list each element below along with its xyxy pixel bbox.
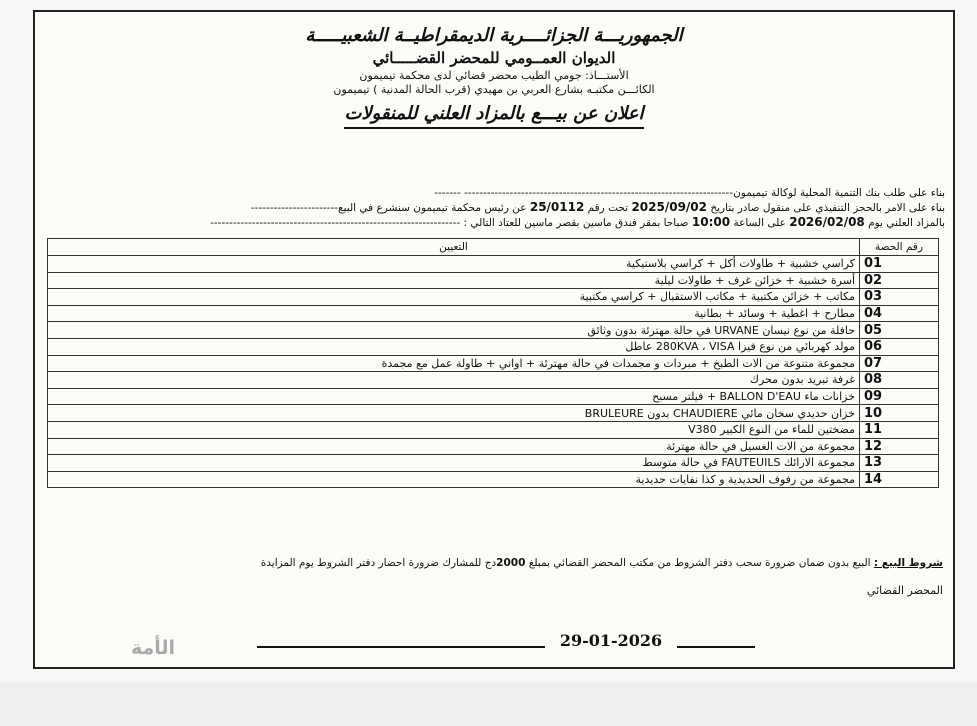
lot-description: مكاتب + خزائن مكتبية + مكاتب الاستقبال + كراسي مكتبية: [48, 289, 860, 306]
order-date: 2025/09/02: [631, 200, 707, 214]
lot-number: 07: [860, 355, 939, 372]
table-row: [48, 388, 939, 405]
signature: المحضر القضائي: [866, 584, 943, 597]
newspaper-logo: [113, 637, 193, 665]
table-row: [48, 372, 939, 389]
order-number: 25/0112: [529, 200, 585, 214]
table-row: [48, 322, 939, 339]
lot-description: مضختين للماء من النوع الكبير V380: [48, 421, 860, 438]
terms-text-b: دج للمشارك ضرورة احضار دفتر الشروط يوم المزايدة: [260, 557, 497, 569]
office-address: الكائـــن مكتبـه بشارع العربي بن مهيدي (قرب الحالة المدنية ) تيميمون: [333, 83, 655, 96]
lot-number: 09: [860, 388, 939, 405]
republic-title: الجمهوريـــة الجزائــــرية الديمقراطيــة الشعبيـــــة: [305, 25, 683, 46]
intro-line-2-b: تحت رقم: [584, 202, 632, 214]
intro-line-2-a: بناء على الامر بالحجز التنفيذي على منقول صادر بتاريخ: [707, 202, 945, 214]
table-row: [48, 272, 939, 289]
intro-line-2: [43, 200, 945, 215]
intro-line-3: [43, 215, 945, 230]
lot-number: 03: [860, 289, 939, 306]
table-row: [48, 471, 939, 488]
intro-line-2-c: عن رئيس محكمة تيميمون سنشرع في البيع-----------------------: [250, 202, 530, 214]
lot-description: أسرة خشبية + خزائن غرف + طاولات ليلية: [48, 272, 860, 289]
header-description: التعيين: [48, 239, 860, 256]
intro-line-3-c: صباحا بمقر فندق ماسين بقصر ماسين للعتاد التالي : ------------------------------------------------------------------: [210, 217, 692, 229]
table-row: [48, 438, 939, 455]
lot-number: 06: [860, 338, 939, 355]
bailiff-name: الأستـــاذ: جومي الطيب محضر قضائي لدى محكمة تيميمون: [359, 69, 629, 82]
announcement-frame: [33, 10, 955, 669]
lot-description: مجموعة الارائك FAUTEUILS في حالة متوسط: [48, 455, 860, 472]
lot-number: 13: [860, 455, 939, 472]
intro-line-3-b: على الساعة: [730, 217, 790, 229]
header-lot-number: رقم الحصة: [860, 239, 939, 256]
lot-description: مجموعة من رفوف الحديدية و كذا نفايات حديدية: [48, 471, 860, 488]
lot-description: كراسي خشبية + طاولات أكل + كراسي بلاستيكية: [48, 256, 860, 273]
lot-number: 02: [860, 272, 939, 289]
sale-terms: [45, 556, 943, 571]
terms-text-a: البيع بدون ضمان ضرورة سحب دفتر الشروط من مكتب المحضر القضائي بمبلغ: [525, 557, 874, 569]
lot-description: خزانات ماء BALLON D'EAU + فيلتر مسبح: [48, 388, 860, 405]
lot-description: مولد كهربائي من نوع فيزا 280KVA ، VISA عاطل: [48, 338, 860, 355]
lot-description: مجموعة من الات الغسيل في حالة مهترئة: [48, 438, 860, 455]
table-row: [48, 421, 939, 438]
announcement-title: اعلان عن بيـــع بالمزاد العلني للمنقولات: [344, 101, 643, 129]
publication-date: 29-01-2026: [545, 631, 677, 650]
date-line: [257, 646, 755, 648]
lots-body: [48, 256, 939, 488]
auction-time: 10:00: [691, 215, 731, 229]
lot-number: 04: [860, 305, 939, 322]
lot-description: مجموعة متنوعة من الات الطبخ + مبردات و مجمدات في حالة مهترئة + اواني + طاولة عمل مع مجمدة: [48, 355, 860, 372]
auction-date: 2026/02/08: [789, 215, 865, 229]
table-row: [48, 405, 939, 422]
table-header-row: [48, 239, 939, 256]
lots-table: [47, 238, 939, 488]
intro-text: [43, 186, 945, 230]
lot-number: 11: [860, 421, 939, 438]
table-row: [48, 455, 939, 472]
header: [35, 24, 953, 129]
lot-description: حافلة من نوع نيسان URVANE في حالة مهترئة بدون وثائق: [48, 322, 860, 339]
table-row: [48, 355, 939, 372]
terms-amount: 2000: [496, 557, 526, 569]
lot-description: مطارح + اغطية + وسائد + بطانية: [48, 305, 860, 322]
table-row: [48, 256, 939, 273]
table-row: [48, 289, 939, 306]
table-row: [48, 338, 939, 355]
table-row: [48, 305, 939, 322]
lot-number: 10: [860, 405, 939, 422]
office-name: الديوان العمــومي للمحضر القضـــــائي: [372, 49, 616, 67]
lot-number: 01: [860, 256, 939, 273]
intro-line-3-a: بالمزاد العلني يوم: [864, 217, 945, 229]
lot-number: 14: [860, 471, 939, 488]
terms-label: شروط البيع :: [873, 557, 943, 569]
lot-description: غرفة تبريد بدون محرك: [48, 372, 860, 389]
lot-number: 08: [860, 372, 939, 389]
intro-line-1: بناء على طلب بنك التنمية المحلية لوكالة تيميمون----------------------------------------------------------------------- -------: [434, 187, 945, 199]
bottom-margin: [0, 682, 977, 726]
logo-text: الأمة: [130, 637, 176, 659]
lot-number: 05: [860, 322, 939, 339]
lot-description: خزان حديدي سخان مائي CHAUDIERE بدون BRULEURE: [48, 405, 860, 422]
lot-number: 12: [860, 438, 939, 455]
